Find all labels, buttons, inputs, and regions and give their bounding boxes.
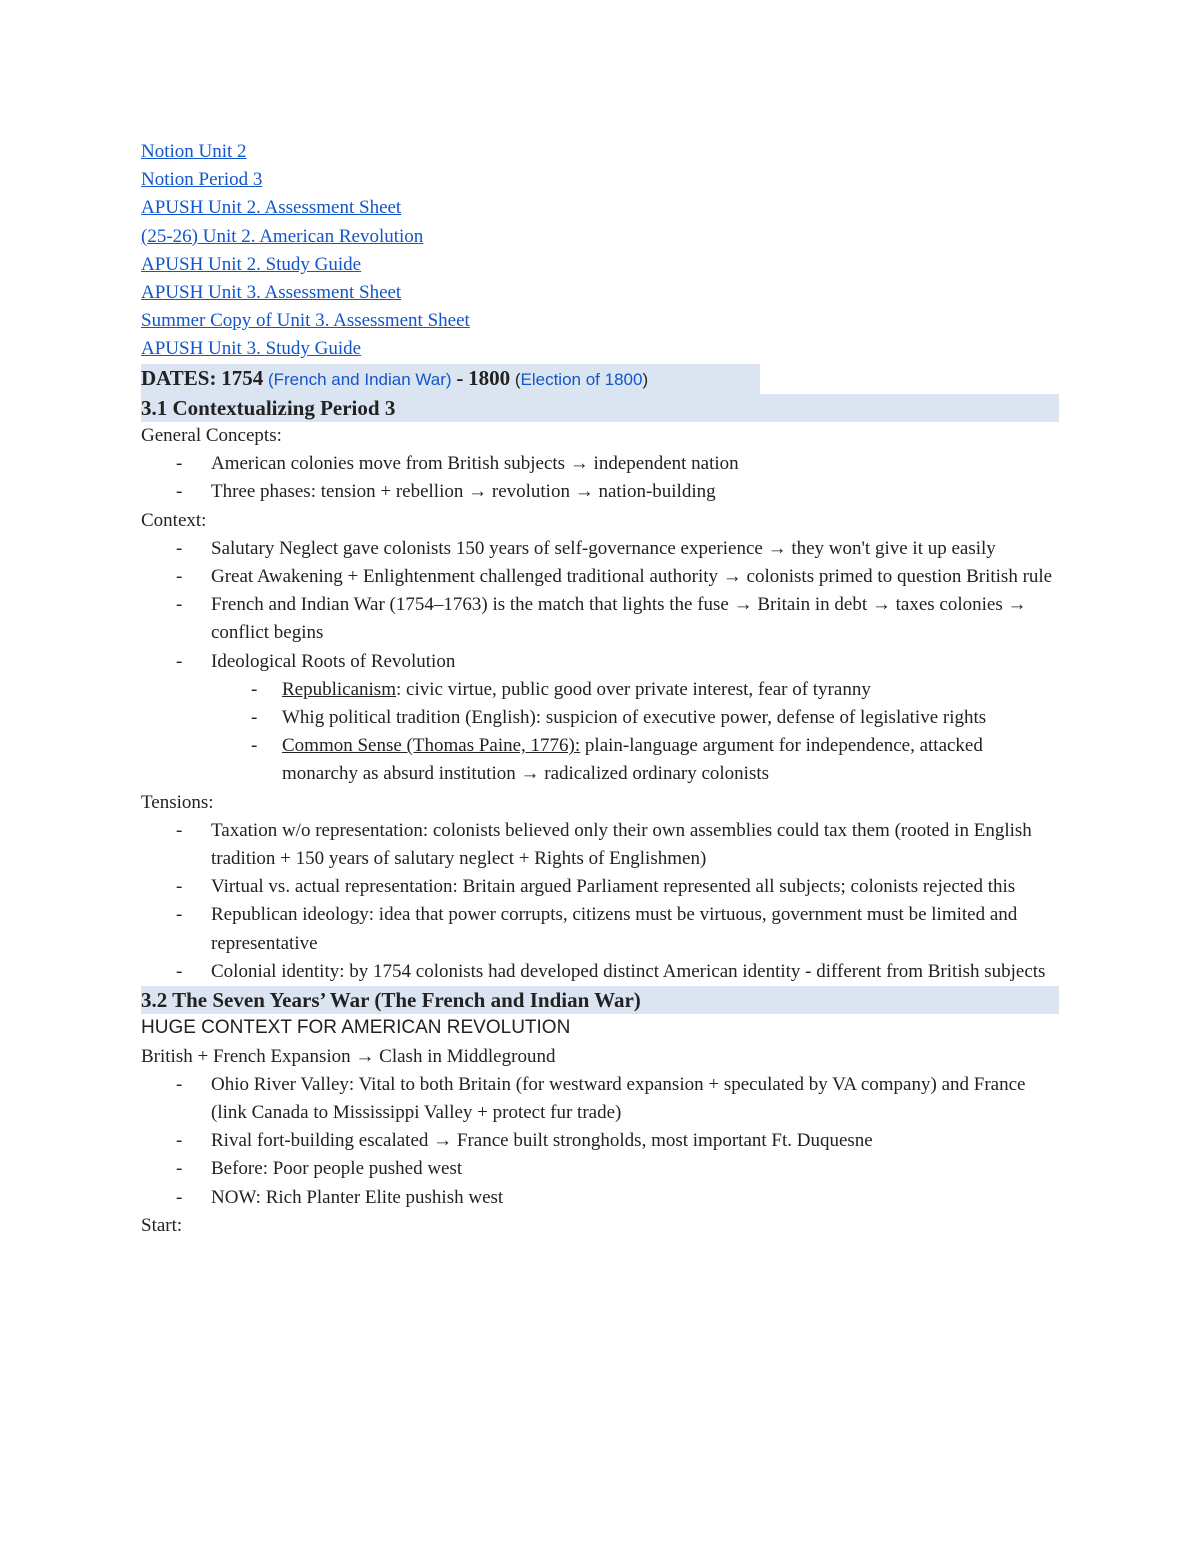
list-item <box>211 704 1059 732</box>
link-summer-copy-unit-3[interactable]: Summer Copy of Unit 3. Assessment Sheet <box>141 310 470 332</box>
list-item: - Great Awakening + Enlightenment challenged traditional authority → colonists primed to question British rule <box>141 563 1059 591</box>
dates-end-close: ) <box>642 369 649 389</box>
clash-list <box>141 1071 1059 1212</box>
term-common-sense: Common Sense (Thomas Paine, 1776): <box>282 735 581 757</box>
general-concepts-list <box>141 450 1059 506</box>
dates-line <box>141 364 760 394</box>
clash-label: British + French Expansion → Clash in Middleground <box>141 1045 556 1067</box>
list-item <box>211 732 1059 788</box>
list-item: - American colonies move from British subjects → independent nation <box>141 450 1059 478</box>
link-unit-3-study-guide[interactable]: APUSH Unit 3. Study Guide <box>141 338 362 360</box>
list-item: - Virtual vs. actual representation: Britain argued Parliament represented all subjects; colonists rejected this <box>141 873 1059 901</box>
list-item: - Republican ideology: idea that power corrupts, citizens must be virtuous, government must be limited and representative <box>141 901 1059 957</box>
list-item: - NOW: Rich Planter Elite pushish west <box>141 1184 1059 1212</box>
dates-start-event: (French and Indian War) <box>267 369 452 389</box>
dates-end-year: 1800 <box>468 365 511 390</box>
term-republicanism: Republicanism <box>282 678 396 700</box>
dates-start-year: 1754 <box>221 365 264 390</box>
section-3-2-subtitle: HUGE CONTEXT FOR AMERICAN REVOLUTION <box>141 1017 571 1039</box>
list-item-ideological-roots <box>141 648 1059 789</box>
list-item: - Ohio River Valley: Vital to both Britain (for westward expansion + speculated by VA company) and France (link Canada to Mississippi Valley + protect fur trade) <box>141 1071 1059 1127</box>
link-list <box>141 138 1059 364</box>
tensions-list <box>141 817 1059 986</box>
ideological-roots-list <box>211 676 1059 789</box>
document-page <box>141 138 1059 1240</box>
list-item <box>211 676 1059 704</box>
tensions-label: Tensions: <box>141 791 214 813</box>
list-item: - French and Indian War (1754–1763) is the match that lights the fuse → Britain in debt → taxes colonies → conflict begins <box>141 591 1059 647</box>
link-unit-2-american-revolution[interactable]: (25-26) Unit 2. American Revolution <box>141 225 424 247</box>
dates-separator: - <box>456 365 464 390</box>
section-3-1-heading: 3.1 Contextualizing Period 3 <box>141 394 1059 422</box>
dates-end-event: Election of 1800 <box>520 369 643 389</box>
link-unit-3-assessment-sheet[interactable]: APUSH Unit 3. Assessment Sheet <box>141 282 402 304</box>
link-unit-2-assessment-sheet[interactable]: APUSH Unit 2. Assessment Sheet <box>141 197 402 219</box>
context-label: Context: <box>141 509 207 531</box>
link-unit-2-study-guide[interactable]: APUSH Unit 2. Study Guide <box>141 253 362 275</box>
dates-label: DATES: <box>141 365 217 390</box>
link-notion-unit-2[interactable]: Notion Unit 2 <box>141 141 247 162</box>
term-description: : civic virtue, public good over private interest, fear of tyranny <box>395 678 871 700</box>
dates-end-open: ( <box>514 369 521 389</box>
ideological-roots-label: Ideological Roots of Revolution <box>211 650 456 672</box>
start-label: Start: <box>141 1214 183 1236</box>
term-description: Whig political tradition (English): suspicion of executive power, defense of legislative rights <box>282 707 987 729</box>
context-list <box>141 535 1059 789</box>
general-concepts-label: General Concepts: <box>141 425 282 447</box>
term-description: plain-language argument for independence, attacked monarchy as absurd institution → radicalized ordinary colonists <box>282 735 983 785</box>
list-item: - Rival fort-building escalated → France built strongholds, most important Ft. Duquesne <box>141 1127 1059 1155</box>
section-3-2-heading: 3.2 The Seven Years’ War (The French and Indian War) <box>141 986 1059 1014</box>
link-notion-period-3[interactable]: Notion Period 3 <box>141 169 263 191</box>
list-item: - Before: Poor people pushed west <box>141 1155 1059 1183</box>
list-item: - Taxation w/o representation: colonists believed only their own assemblies could tax them (rooted in English tradition + 150 years of salutary neglect + Rights of Englishmen) <box>141 817 1059 873</box>
list-item: - Colonial identity: by 1754 colonists had developed distinct American identity - different from British subjects <box>141 958 1059 986</box>
list-item: - Three phases: tension + rebellion → revolution → nation-building <box>141 478 1059 506</box>
list-item: - Salutary Neglect gave colonists 150 years of self-governance experience → they won't give it up easily <box>141 535 1059 563</box>
